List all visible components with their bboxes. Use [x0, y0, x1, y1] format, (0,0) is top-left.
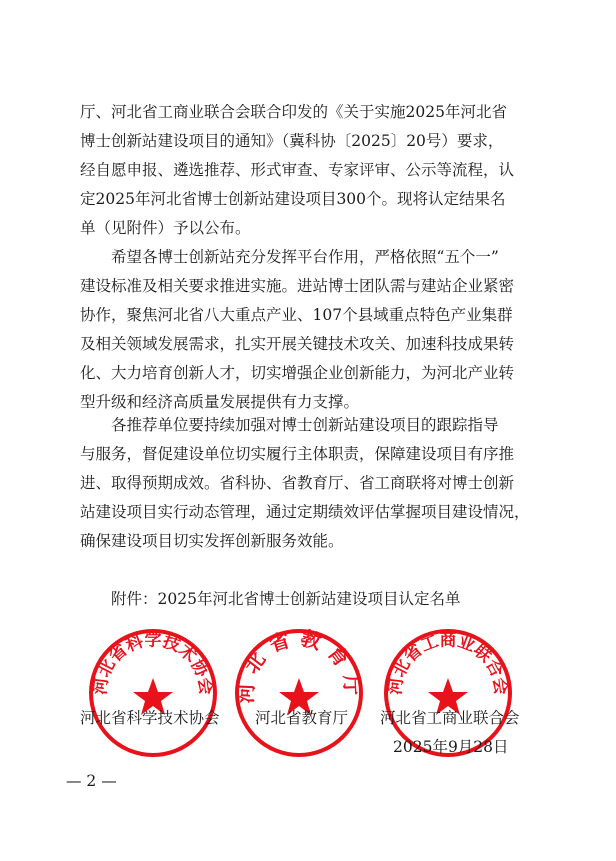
text-line: 博士创新站建设项目的通知》（冀科协〔2025〕20号）要求，	[80, 132, 504, 150]
text-line: 协作，聚焦河北省八大重点产业、107个县域重点特色产业集群	[80, 306, 513, 324]
page-number: — 2 —	[66, 772, 117, 790]
text-line: 希望各博士创新站充分发挥平台作用，严格依照“五个一”	[111, 248, 499, 266]
text-line: 各推荐单位要持续加强对博士创新站建设项目的跟踪指导	[111, 416, 499, 434]
svg-text:河北省科学技术协会: 河北省科学技术协会	[90, 630, 216, 696]
signature-gongshanglian: 河北省工商业联合会	[380, 709, 520, 727]
seal-jiaoyuting	[232, 626, 366, 760]
text-line: 单（见附件）予以公布。	[80, 219, 251, 237]
issue-date: 2025年9月28日	[393, 738, 509, 756]
body-paragraph-3	[80, 411, 550, 556]
text-line: 型升级和经济高质量发展提供有力支撑。	[80, 393, 360, 411]
svg-text:河北省工商业联合会: 河北省工商业联合会	[385, 630, 511, 696]
text-line: 厅、河北省工商业联合会联合印发的《关于实施2025年河北省	[80, 103, 507, 121]
text-line: 经自愿申报、遴选推荐、形式审查、专家评审、公示等流程，认	[80, 161, 515, 179]
body-paragraph-2	[80, 243, 550, 417]
seal-kexie	[86, 626, 220, 760]
signature-jiaoyuting: 河北省教育厅	[255, 709, 349, 727]
text-line: 定2025年河北省博士创新站建设项目300个。现将认定结果名	[80, 190, 506, 208]
text-line: 建设标准及相关要求推进实施。进站博士团队需与建站企业紧密	[80, 277, 515, 295]
body-paragraph-1	[80, 98, 550, 243]
text-line: 确保建设项目切实发挥创新服务效能。	[80, 532, 344, 550]
text-line: 及相关领域发展需求，扎实开展关键技术攻关、加速科技成果转	[80, 335, 515, 353]
svg-text:河北省教育厅: 河北省教育厅	[233, 626, 365, 704]
attachment-line: 附件：2025年河北省博士创新站建设项目认定名单	[111, 590, 461, 608]
text-line: 站建设项目实行动态管理，通过定期绩效评估掌握项目建设情况，	[80, 503, 530, 521]
text-line: 化、大力培育创新人才，切实增强企业创新能力，为河北产业转	[80, 364, 515, 382]
text-line: 与服务，督促建设单位切实履行主体职责，保障建设项目有序推	[80, 445, 515, 463]
text-line: 进、取得预期成效。省科协、省教育厅、省工商联将对博士创新	[80, 474, 515, 492]
signature-kexie: 河北省科学技术协会	[80, 709, 220, 727]
